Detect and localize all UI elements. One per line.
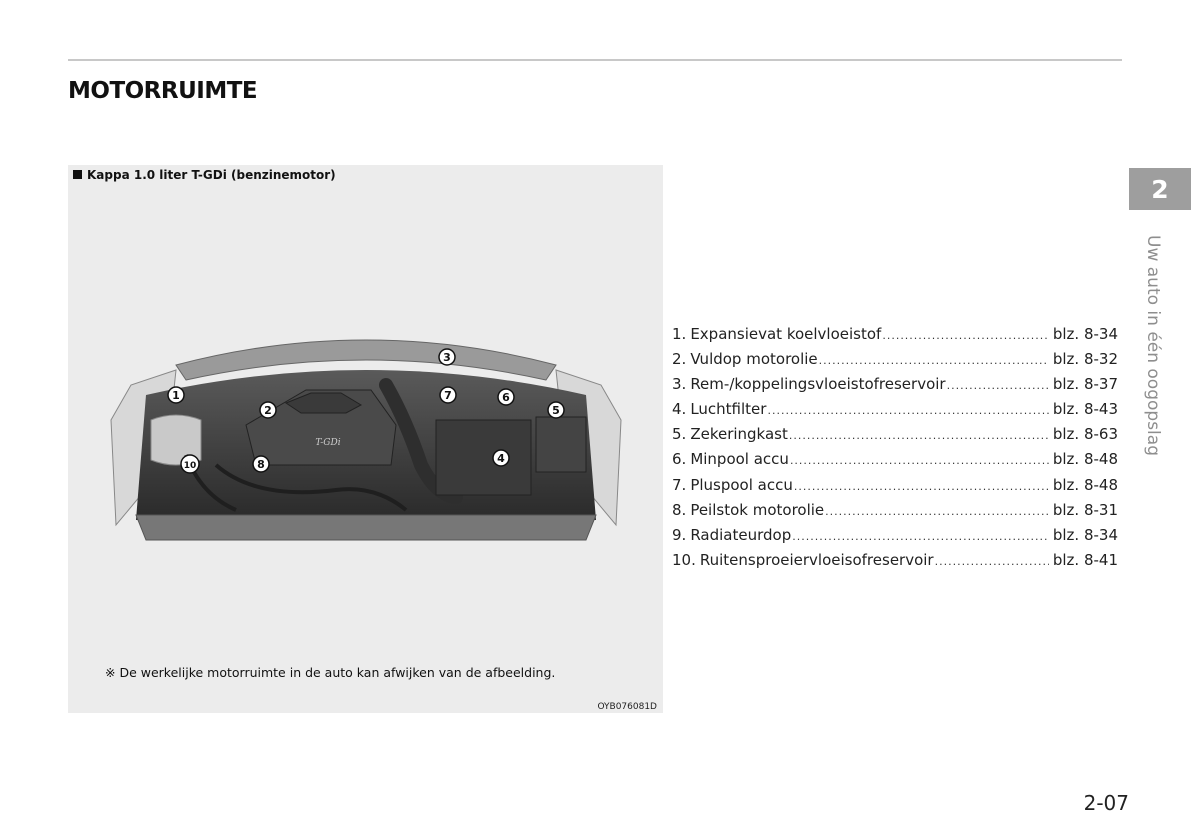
legend-item <box>672 526 1118 551</box>
legend-item <box>672 425 1118 450</box>
legend-item <box>672 501 1118 526</box>
legend-ref: blz. 8-63 <box>1052 425 1118 444</box>
legend-list <box>672 325 1118 576</box>
callout-7-marker <box>440 387 456 403</box>
legend-item <box>672 350 1118 375</box>
callout-5-text: 5 <box>552 404 560 417</box>
legend-ref: blz. 8-48 <box>1052 475 1118 494</box>
legend-label: Expansievat koelvloeistof <box>690 325 882 343</box>
callout-10-text: 10 <box>183 461 197 471</box>
legend-ref: blz. 8-41 <box>1052 550 1118 569</box>
legend-item <box>672 551 1118 576</box>
legend-label: Minpool accu <box>690 450 789 469</box>
callout-7-text: 7 <box>444 389 452 402</box>
callout-4-marker <box>493 450 509 466</box>
bullet-square-icon <box>73 170 82 179</box>
legend-item <box>672 450 1118 475</box>
callout-8-text: 8 <box>257 458 265 471</box>
legend-num: 6. <box>672 450 687 469</box>
leader-dots <box>789 429 1049 442</box>
legend-num: 2. <box>672 350 687 369</box>
legend-label: Luchtfilter <box>690 400 767 419</box>
callout-4-text: 4 <box>497 452 505 465</box>
callout-6-marker <box>498 389 514 405</box>
legend-label: Pluspool accu <box>690 475 793 494</box>
top-rule <box>68 59 1122 61</box>
page-title: MOTORRUIMTE <box>68 78 258 104</box>
engine-badge-text: T-GDi <box>315 438 341 448</box>
legend-item <box>672 400 1118 425</box>
figure-caption-text: Kappa 1.0 liter T-GDi (benzinemotor) <box>87 168 336 182</box>
chapter-tab: 2 <box>1129 168 1191 210</box>
legend-label: Radiateurdop <box>690 525 792 544</box>
legend-num: 7. <box>672 475 687 494</box>
leader-dots <box>794 480 1049 493</box>
legend-label: Ruitensproeiervloeisofreservoir <box>699 550 934 569</box>
callout-5-marker <box>548 402 564 418</box>
callout-8-marker <box>253 456 269 472</box>
leader-dots <box>882 329 1049 342</box>
legend-num: 4. <box>672 400 687 419</box>
figure-code: OYB076081D <box>597 702 657 712</box>
figure-caption <box>73 168 336 182</box>
legend-item <box>672 325 1118 350</box>
figure-note: ※ De werkelijke motorruimte in de auto kan afwijken van de afbeelding. <box>105 665 556 680</box>
legend-item <box>672 375 1118 400</box>
legend-label: Rem-/koppelingsvloeistofreservoir <box>690 375 946 394</box>
legend-ref: blz. 8-34 <box>1052 325 1118 343</box>
legend-item <box>672 476 1118 501</box>
legend-num: 9. <box>672 525 687 544</box>
callout-2-text: 2 <box>264 404 272 417</box>
legend-label: Peilstok motorolie <box>690 500 825 519</box>
leader-dots <box>935 555 1049 568</box>
legend-label: Zekeringkast <box>690 425 788 444</box>
legend-label: Vuldop motorolie <box>690 350 818 369</box>
leader-dots <box>792 530 1049 543</box>
legend-num: 8. <box>672 500 687 519</box>
engine-bay-illustration <box>106 325 626 550</box>
leader-dots <box>947 379 1049 392</box>
legend-num: 1. <box>672 325 687 343</box>
legend-num: 10. <box>672 550 696 569</box>
leader-dots <box>825 505 1049 518</box>
legend-num: 3. <box>672 375 687 394</box>
callout-6-text: 6 <box>502 391 510 404</box>
legend-ref: blz. 8-43 <box>1052 400 1118 419</box>
callout-1-marker <box>168 387 184 403</box>
legend-ref: blz. 8-37 <box>1052 375 1118 394</box>
legend-ref: blz. 8-31 <box>1052 500 1118 519</box>
leader-dots <box>819 354 1049 367</box>
leader-dots <box>767 404 1048 417</box>
legend-num: 5. <box>672 425 687 444</box>
leader-dots <box>790 454 1049 467</box>
callout-2-marker <box>260 402 276 418</box>
legend-ref: blz. 8-32 <box>1052 350 1118 369</box>
callout-10-marker <box>181 455 199 473</box>
figure-box <box>68 165 663 713</box>
legend-ref: blz. 8-34 <box>1052 525 1118 544</box>
page-number: 2-07 <box>1083 791 1129 815</box>
callout-3-marker <box>439 349 455 365</box>
callout-3-text: 3 <box>443 351 451 364</box>
chapter-title: Uw auto in één oogopslag <box>1143 235 1163 456</box>
callout-1-text: 1 <box>172 389 180 402</box>
legend-ref: blz. 8-48 <box>1052 450 1118 469</box>
